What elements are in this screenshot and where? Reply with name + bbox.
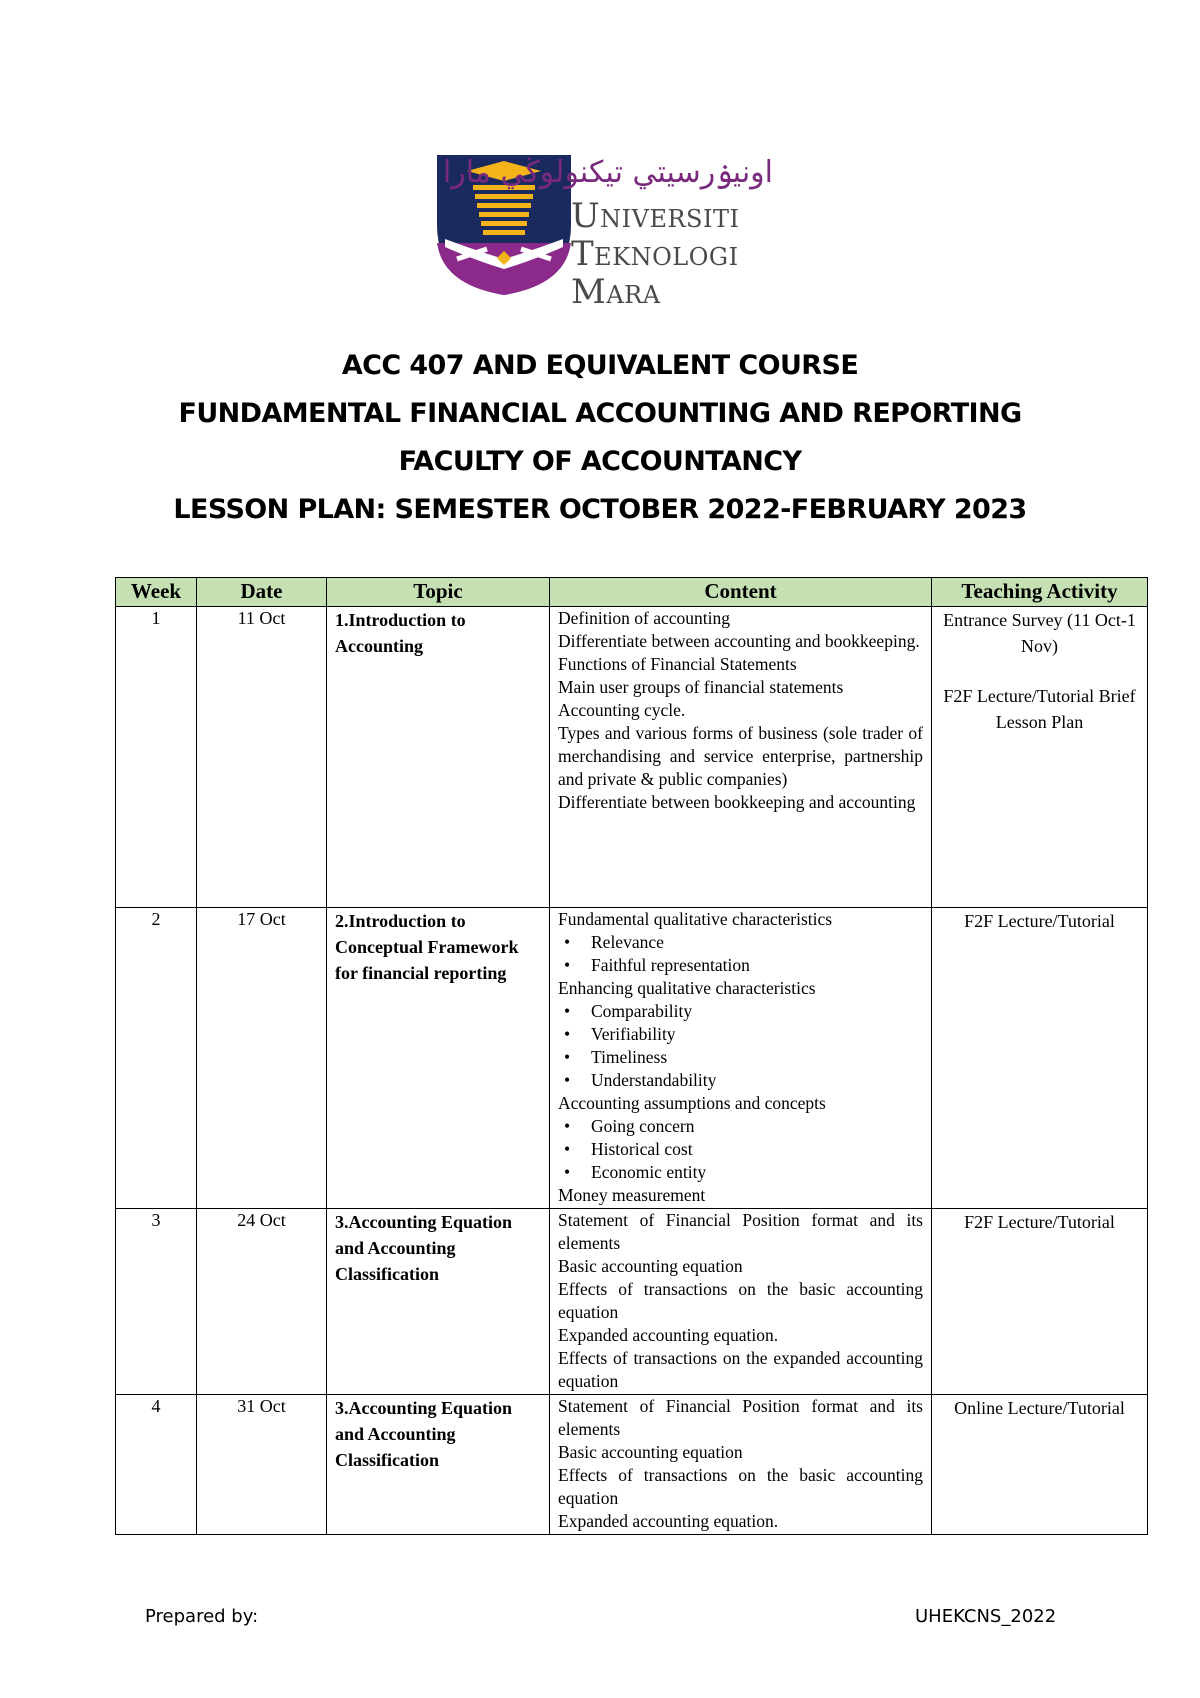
course-title-heading: FUNDAMENTAL FINANCIAL ACCOUNTING AND REPORTING bbox=[178, 398, 1022, 429]
footer-document-code: UHEKCNS_2022 bbox=[915, 1606, 1057, 1627]
header-topic: Topic bbox=[327, 578, 550, 607]
logo-line-1: Universiti bbox=[571, 196, 740, 236]
topic-cell: 1.Introduction to Accounting bbox=[327, 607, 550, 908]
university-logo bbox=[437, 155, 777, 312]
week-cell: 4 bbox=[116, 1395, 197, 1535]
bullet-item: • Going concern bbox=[558, 1115, 923, 1138]
week-cell: 2 bbox=[116, 908, 197, 1209]
logo-line-3: Mara bbox=[571, 272, 661, 312]
table-row bbox=[116, 1395, 1148, 1535]
date-cell: 11 Oct bbox=[197, 607, 327, 908]
document-headings bbox=[0, 342, 1200, 534]
content-line: Expanded accounting equation. bbox=[558, 1511, 779, 1531]
lesson-plan-heading: LESSON PLAN: SEMESTER OCTOBER 2022-FEBRUARY 2023 bbox=[173, 494, 1027, 525]
content-heading: Fundamental qualitative characteristics bbox=[558, 909, 833, 929]
content-cell bbox=[550, 1395, 932, 1535]
content-line: Differentiate between bookkeeping and accounting bbox=[558, 792, 916, 812]
content-cell bbox=[550, 1209, 932, 1395]
faculty-heading: FACULTY OF ACCOUNTANCY bbox=[398, 446, 802, 477]
header-teaching-activity: Teaching Activity bbox=[932, 578, 1148, 607]
content-line: Statement of Financial Position format and its elements bbox=[558, 1396, 923, 1439]
table-row bbox=[116, 908, 1148, 1209]
topic-cell: 3.Accounting Equation and Accounting Classification bbox=[327, 1209, 550, 1395]
date-cell: 24 Oct bbox=[197, 1209, 327, 1395]
bullet-item: • Comparability bbox=[558, 1000, 923, 1023]
activity-cell bbox=[932, 607, 1148, 908]
logo-jawi-text: اونيۏرسيتي تيكنولوڬي مارا bbox=[442, 155, 773, 190]
content-line: Definition of accounting bbox=[558, 608, 731, 628]
content-heading: Enhancing qualitative characteristics bbox=[558, 978, 816, 998]
content-line: Main user groups of financial statements bbox=[558, 677, 844, 697]
footer-prepared-by: Prepared by: bbox=[145, 1606, 259, 1627]
bullet-item: • Faithful representation bbox=[558, 954, 923, 977]
content-line: Accounting cycle. bbox=[558, 700, 686, 720]
activity-cell bbox=[932, 1209, 1148, 1395]
header-content: Content bbox=[550, 578, 932, 607]
topic-cell: 2.Introduction to Conceptual Framework for financial reporting bbox=[327, 908, 550, 1209]
header-week: Week bbox=[116, 578, 197, 607]
logo-line-2: Teknologi bbox=[571, 234, 739, 274]
logo-wordmark bbox=[571, 197, 739, 311]
lesson-plan-table bbox=[115, 577, 1148, 1535]
content-line: Effects of transactions on the basic accounting equation bbox=[558, 1279, 923, 1322]
content-line: Money measurement bbox=[558, 1185, 706, 1205]
content-line: Functions of Financial Statements bbox=[558, 654, 797, 674]
header-date: Date bbox=[197, 578, 327, 607]
content-line: Types and various forms of business (sole trader of merchandising and service enterprise, partnership and private & public companies) bbox=[558, 723, 923, 789]
bullet-item: • Relevance bbox=[558, 931, 923, 954]
week-cell: 3 bbox=[116, 1209, 197, 1395]
content-line: Statement of Financial Position format and its elements bbox=[558, 1210, 923, 1253]
activity-line: Online Lecture/Tutorial bbox=[954, 1398, 1125, 1418]
bullet-item: • Verifiability bbox=[558, 1023, 923, 1046]
content-cell bbox=[550, 908, 932, 1209]
activity-cell bbox=[932, 1395, 1148, 1535]
content-heading: Accounting assumptions and concepts bbox=[558, 1093, 826, 1113]
content-line: Differentiate between accounting and bookkeeping. bbox=[558, 631, 920, 651]
date-cell: 17 Oct bbox=[197, 908, 327, 1209]
content-line: Effects of transactions on the basic accounting equation bbox=[558, 1465, 923, 1508]
course-code-heading: ACC 407 AND EQUIVALENT COURSE bbox=[341, 350, 859, 381]
bullet-item: • Understandability bbox=[558, 1069, 923, 1092]
table-header-row bbox=[116, 578, 1148, 607]
content-cell bbox=[550, 607, 932, 908]
content-line: Expanded accounting equation. bbox=[558, 1325, 779, 1345]
table-row bbox=[116, 1209, 1148, 1395]
activity-line: F2F Lecture/Tutorial Brief Lesson Plan bbox=[943, 686, 1136, 732]
activity-cell bbox=[932, 908, 1148, 1209]
content-line: Basic accounting equation bbox=[558, 1256, 743, 1276]
date-cell: 31 Oct bbox=[197, 1395, 327, 1535]
activity-line: Entrance Survey (11 Oct-1 Nov) bbox=[943, 610, 1136, 656]
content-line: Basic accounting equation bbox=[558, 1442, 743, 1462]
activity-line: F2F Lecture/Tutorial bbox=[964, 911, 1115, 931]
table-row bbox=[116, 607, 1148, 908]
topic-cell: 3.Accounting Equation and Accounting Classification bbox=[327, 1395, 550, 1535]
bullet-item: • Historical cost bbox=[558, 1138, 923, 1161]
bullet-item: • Economic entity bbox=[558, 1161, 923, 1184]
week-cell: 1 bbox=[116, 607, 197, 908]
bullet-item: • Timeliness bbox=[558, 1046, 923, 1069]
content-line: Effects of transactions on the expanded accounting equation bbox=[558, 1348, 923, 1391]
activity-line: F2F Lecture/Tutorial bbox=[964, 1212, 1115, 1232]
